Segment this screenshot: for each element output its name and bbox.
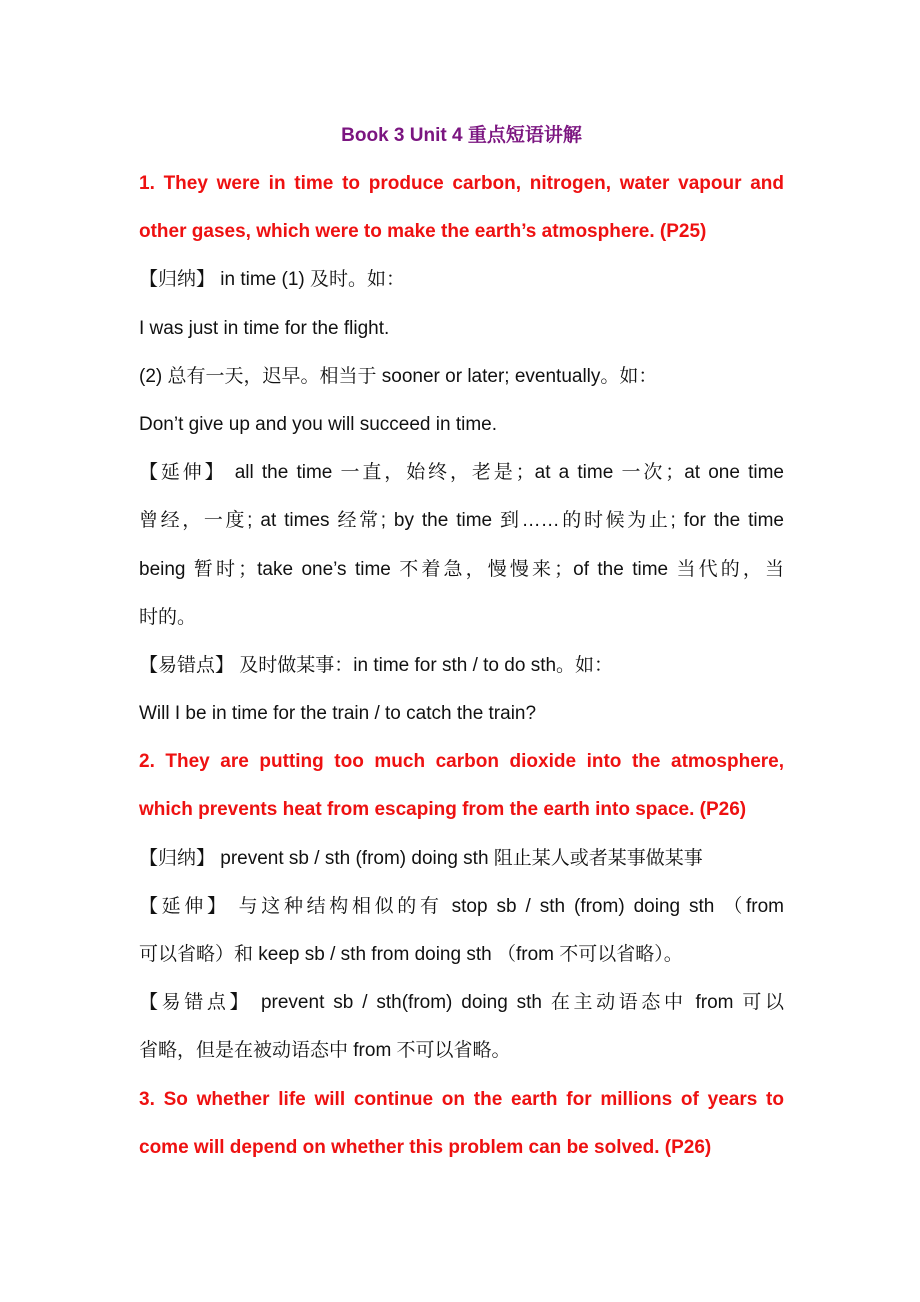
sentence-2-line-1: 2. They are putting too much carbon dioxide into the atmosphere, xyxy=(139,751,784,773)
pitfall-1: 【易错点】 及时做某事：in time for sth / to do sth。如： xyxy=(139,654,614,676)
sentence-3-line-2: come will depend on whether this problem can be solved. (P26) xyxy=(139,1136,712,1158)
extension-1-line-4: 时的。 xyxy=(139,606,197,628)
summary-2: 【归纳】 prevent sb / sth (from) doing sth 阻止某人或者某事做某事 xyxy=(139,847,703,869)
extension-2-line-1: 【延伸】 与这种结构相似的有 stop sb / sth (from) doing sth （from xyxy=(139,895,784,917)
pitfall-2-line-1: 【易错点】 prevent sb / sth(from) doing sth 在主动语态中 from 可以 xyxy=(139,992,784,1014)
example-1: I was just in time for the flight. xyxy=(139,317,390,339)
sentence-1-line-2: other gases, which were to make the earth’s atmosphere. (P25) xyxy=(139,221,707,243)
sentence-3-line-1: 3. So whether life will continue on the earth for millions of years to xyxy=(139,1088,784,1110)
extension-1-line-3: being 暂时；take one’s time 不着急，慢慢来；of the time 当代的，当 xyxy=(139,558,784,580)
document-title: Book 3 Unit 4 重点短语讲解 xyxy=(341,125,582,146)
sentence-2-line-2: which prevents heat from escaping from the earth into space. (P26) xyxy=(139,799,747,821)
example-3: Will I be in time for the train / to catch the train? xyxy=(139,703,537,725)
document-page xyxy=(139,112,784,1172)
extension-2-line-2: 可以省略）和 keep sb / sth from doing sth （from 不可以省略）。 xyxy=(139,944,683,965)
pitfall-2-line-2: 省略，但是在被动语态中 from 不可以省略。 xyxy=(139,1040,511,1062)
sentence-1-line-1: 1. They were in time to produce carbon, nitrogen, water vapour and xyxy=(139,173,784,194)
meaning-2: (2) 总有一天，迟早。相当于 sooner or later; eventually。如： xyxy=(139,365,658,387)
extension-1-line-2: 曾经，一度; at times 经常; by the time 到……的时候为止; for the time xyxy=(139,510,784,532)
extension-1-line-1: 【延伸】 all the time 一直，始终，老是；at a time 一次；at one time xyxy=(139,462,784,484)
example-2: Don’t give up and you will succeed in time. xyxy=(139,413,498,435)
summary-1: 【归纳】 in time (1) 及时。如： xyxy=(139,269,406,291)
